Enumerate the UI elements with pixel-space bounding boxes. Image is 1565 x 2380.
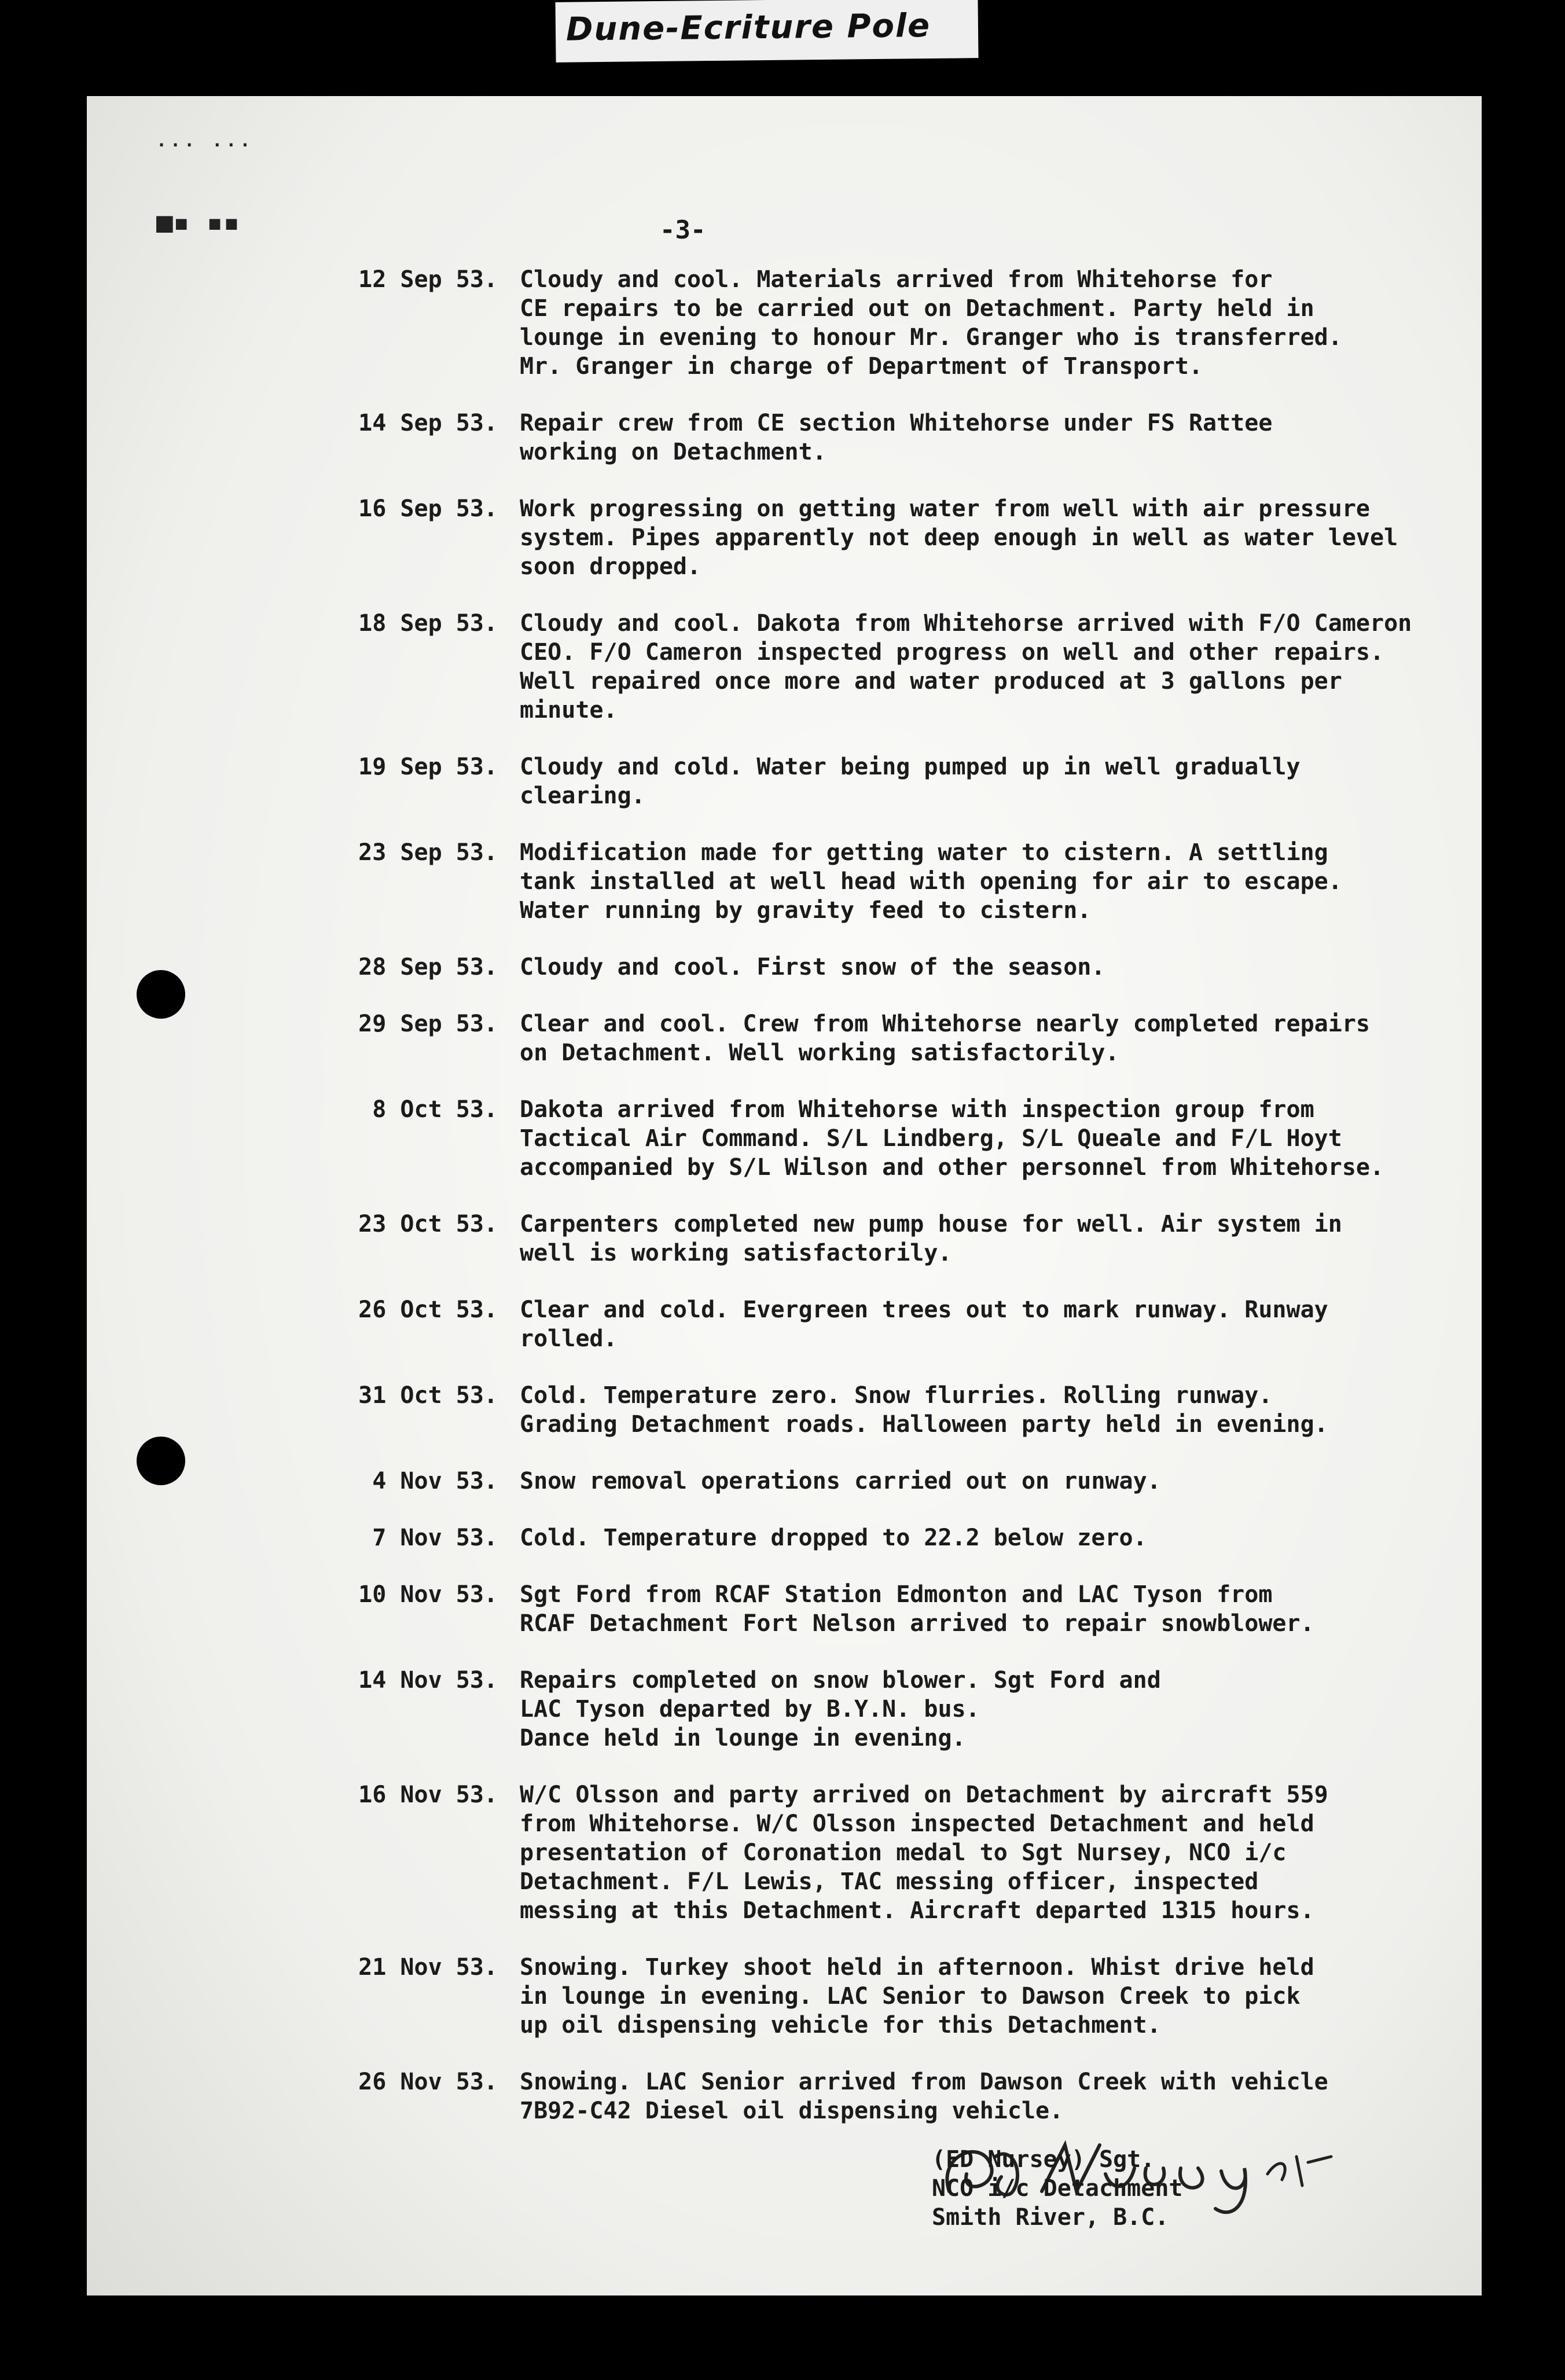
entry-text: W/C Olsson and party arrived on Detachment by aircraft 559 from Whitehorse. W/C Olsson inspected Detachment and held presentation of Coronation medal to Sgt Nursey, NCO i/c Detachment. F/L Lewis, TAC messing officer, inspected messing at this Detachment. Aircraft departed 1315 hours. xyxy=(520,1782,1328,1924)
entry-text: Clear and cold. Evergreen trees out to mark runway. Runway rolled. xyxy=(520,1296,1328,1352)
margin-marks: ... ... xyxy=(156,131,254,151)
page-number: -3- xyxy=(660,215,706,245)
entry-text: Cloudy and cool. Materials arrived from Whitehorse for CE repairs to be carried out on Detachment. Party held in lounge in evening to honour Mr. Granger who is transferred. Mr. Granger in charge of Department of Transport. xyxy=(520,266,1342,380)
log-entry xyxy=(324,1095,1459,1182)
entry-text: Cold. Temperature dropped to 22.2 below zero. xyxy=(520,1525,1147,1551)
log-entry xyxy=(324,609,1459,725)
entry-date: 7 Nov 53. xyxy=(372,1525,498,1551)
log-entry xyxy=(324,1953,1459,2040)
entry-text: Cloudy and cool. First snow of the season. xyxy=(520,954,1105,980)
entry-date: 23 Oct 53. xyxy=(358,1211,498,1237)
entry-text: Snowing. Turkey shoot held in afternoon. Whist drive held in lounge in evening. LAC Senior to Dawson Creek to pick up oil dispensing vehicle for this Detachment. xyxy=(520,1954,1314,2039)
signature-name: (ED Nursey) Sgt. xyxy=(932,2146,1155,2173)
log-entry xyxy=(324,1210,1459,1268)
entry-text: Cloudy and cool. Dakota from Whitehorse arrived with F/O Cameron CEO. F/O Cameron inspected progress on well and other repairs. Well repaired once more and water produced at 3 gallons per minute. xyxy=(520,610,1412,723)
log-entry xyxy=(324,1580,1459,1638)
entry-date: 14 Nov 53. xyxy=(358,1667,498,1694)
entry-text: Work progressing on getting water from well with air pressure system. Pipes apparently not deep enough in well as water level soon dropped. xyxy=(520,495,1398,580)
entry-text: Snowing. LAC Senior arrived from Dawson Creek with vehicle 7B92-C42 Diesel oil dispensing vehicle. xyxy=(520,2069,1328,2124)
log-entry xyxy=(324,1295,1459,1353)
log-entry xyxy=(324,409,1459,467)
signature-title: NCO i/c Detachment xyxy=(932,2175,1183,2202)
entry-date: 29 Sep 53. xyxy=(358,1011,498,1037)
margin-marks-2: ■▪ ▪▪ xyxy=(156,206,240,238)
log-entry xyxy=(324,494,1459,581)
log-entry xyxy=(324,2067,1459,2125)
entry-date: 4 Nov 53. xyxy=(372,1468,498,1494)
entry-date: 16 Sep 53. xyxy=(358,495,498,522)
entry-date: 14 Sep 53. xyxy=(358,410,498,436)
log-entries xyxy=(324,265,1459,2153)
entry-text: Snow removal operations carried out on runway. xyxy=(520,1468,1161,1494)
entry-text: Clear and cool. Crew from Whitehorse nearly completed repairs on Detachment. Well working satisfactorily. xyxy=(520,1011,1371,1066)
entry-text: Modification made for getting water to cistern. A settling tank installed at well head with opening for air to escape. Water running by gravity feed to cistern. xyxy=(520,839,1342,924)
entry-text: Repairs completed on snow blower. Sgt Ford and LAC Tyson departed by B.Y.N. bus. Dance held in lounge in evening. xyxy=(520,1667,1161,1751)
entry-date: 31 Oct 53. xyxy=(358,1382,498,1409)
document-page xyxy=(87,96,1482,2295)
punch-hole xyxy=(137,970,185,1019)
log-entry xyxy=(324,1009,1459,1067)
entry-date: 28 Sep 53. xyxy=(358,954,498,980)
log-entry xyxy=(324,265,1459,381)
entry-date: 12 Sep 53. xyxy=(358,266,498,293)
log-entry xyxy=(324,1381,1459,1439)
log-entry xyxy=(324,1523,1459,1552)
log-entry xyxy=(324,752,1459,810)
log-entry xyxy=(324,1467,1459,1496)
log-entry xyxy=(324,953,1459,982)
signature-block xyxy=(932,2145,1453,2232)
log-entry xyxy=(324,1780,1459,1925)
punch-hole xyxy=(137,1437,185,1485)
entry-date: 26 Nov 53. xyxy=(358,2069,498,2095)
log-entry xyxy=(324,838,1459,925)
entry-text: Cold. Temperature zero. Snow flurries. Rolling runway. Grading Detachment roads. Halloween party held in evening. xyxy=(520,1382,1328,1438)
log-entry xyxy=(324,1666,1459,1753)
entry-date: 8 Oct 53. xyxy=(372,1096,498,1123)
entry-date: 16 Nov 53. xyxy=(358,1782,498,1808)
entry-date: 21 Nov 53. xyxy=(358,1954,498,1981)
entry-date: 10 Nov 53. xyxy=(358,1581,498,1608)
entry-date: 19 Sep 53. xyxy=(358,754,498,780)
entry-date: 26 Oct 53. xyxy=(358,1296,498,1323)
archive-label-tab: Dune-Ecriture Pole xyxy=(555,0,978,63)
entry-text: Dakota arrived from Whitehorse with inspection group from Tactical Air Command. S/L Lindberg, S/L Queale and F/L Hoyt accompanied by S/L Wilson and other personnel from Whitehorse. xyxy=(520,1096,1384,1181)
signature-location: Smith River, B.C. xyxy=(932,2204,1169,2231)
entry-date: 18 Sep 53. xyxy=(358,610,498,637)
entry-text: Sgt Ford from RCAF Station Edmonton and LAC Tyson from RCAF Detachment Fort Nelson arrived to repair snowblower. xyxy=(520,1581,1314,1637)
entry-text: Cloudy and cold. Water being pumped up in well gradually clearing. xyxy=(520,754,1301,809)
entry-text: Carpenters completed new pump house for well. Air system in well is working satisfactorily. xyxy=(520,1211,1342,1266)
entry-text: Repair crew from CE section Whitehorse under FS Rattee working on Detachment. xyxy=(520,410,1273,465)
entry-date: 23 Sep 53. xyxy=(358,839,498,866)
